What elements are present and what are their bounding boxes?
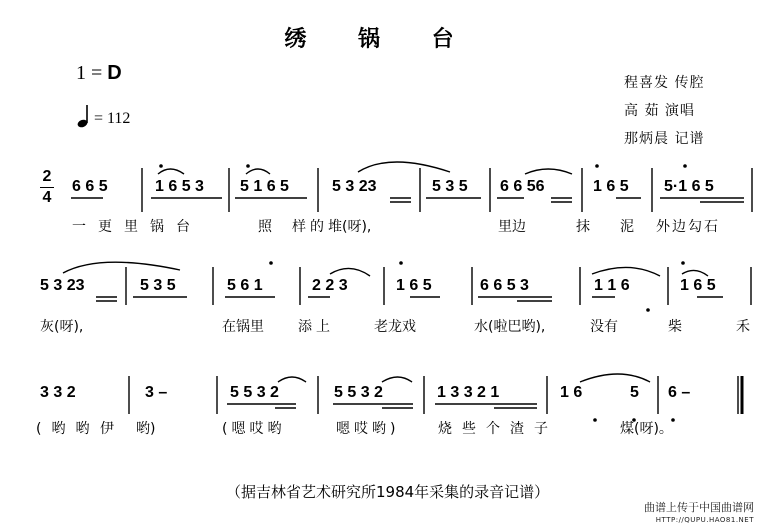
lyric-row2-7: 柴 (668, 319, 682, 335)
time-signature-bottom: 4 (42, 189, 52, 206)
lyric-row2-2: 在锅里 (222, 319, 264, 335)
notes-row3-m5: 1 3 3 2 1 (437, 384, 500, 401)
lyric-row2-5: 水(啦巴哟), (474, 319, 546, 335)
notes-row2-m1: 5 3 23 (40, 277, 85, 294)
lyric-row2-6: 没有 (590, 319, 618, 335)
notes-row1-m7: 1 6 5 (593, 178, 629, 195)
notes-row3-m3: 5 5 3 2 (230, 384, 279, 401)
watermark-line2: HTTP://QUPU.HAO81.NET (655, 516, 754, 524)
notes-row1-m3: 5 1 6 5 (240, 178, 289, 195)
notes-row2-m3: 5 6 1 (227, 277, 263, 294)
time-signature-top: 2 (42, 168, 52, 185)
lyric-row2-4: 老龙戏 (374, 319, 416, 335)
notes-row3-m6: 1 6 (560, 384, 583, 401)
lyric-row3-6: 烧些个渣子 (438, 421, 558, 437)
notes-row2-m5: 1 6 5 (396, 277, 432, 294)
notes-row1-m4: 5 3 23 (332, 178, 377, 195)
lyric-row3-1: (哟哟 (36, 421, 100, 437)
notes-row1-m6: 6 6 56 (500, 178, 545, 195)
lyric-row3-2: 伊 (100, 421, 114, 437)
notes-row2-m8: 1 6 5 (680, 277, 716, 294)
notes-row3-m8: 6 – (668, 384, 691, 401)
notes-row2-m2: 5 3 5 (140, 277, 176, 294)
key-prefix: 1 = (76, 62, 108, 84)
notes-row2-m6: 6 6 5 3 (480, 277, 529, 294)
notes-row1-m2: 1 6 5 3 (155, 178, 204, 195)
lyric-row1-2: 照 (258, 219, 272, 235)
lyric-row3-5: 嗯哎哟) (336, 421, 400, 437)
lyric-row3-7: 煤(呀)。 (620, 421, 673, 437)
lyric-row3-4: (嗯哎哟 (222, 421, 286, 437)
notes-row3-m7: 5 (630, 384, 639, 401)
notes-row3-m2: 3 – (145, 384, 168, 401)
notes-row1-m8: 5·1 6 5 (664, 178, 714, 195)
lyric-row2-3: 添上 (298, 319, 334, 335)
site-watermark (644, 502, 754, 526)
credit-singer: 高 茹 演唱 (624, 103, 695, 119)
lyric-row1-1: 一更里锅台 (72, 219, 202, 235)
lyric-row1-8: 外边勾石 (656, 219, 720, 235)
watermark-line1: 曲谱上传于中国曲谱网 (644, 501, 754, 514)
key-note: D (107, 62, 122, 84)
notes-row2-m7: 1 1 6 (594, 277, 630, 294)
credit-arranger: 程喜发 传腔 (624, 75, 705, 91)
lyric-row2-1: 灰(呀), (40, 319, 84, 335)
notes-row3-m1: 3 3 2 (40, 384, 76, 401)
tempo-value: = 112 (94, 110, 131, 127)
source-note: （据吉林省艺术研究所1984年采集的录音记谱） (226, 483, 550, 501)
song-title: 绣 锅 台 (284, 27, 476, 52)
notes-row2-m4: 2 2 3 (312, 277, 348, 294)
lyric-row1-5: 里边 (498, 219, 526, 235)
lyric-row2-8: 禾 (736, 319, 750, 335)
lyric-row3-3: 哟) (136, 421, 156, 437)
lyric-row1-4: 堆(呀), (328, 219, 372, 235)
credit-transcriber: 那炳晨 记谱 (624, 131, 705, 147)
lyric-row1-3: 样的 (292, 219, 328, 235)
notes-row1-m1: 6 6 5 (72, 178, 108, 195)
lyric-row1-7: 泥 (620, 219, 634, 235)
lyric-row1-6: 抹 (576, 219, 590, 235)
notes-row3-m4: 5 5 3 2 (334, 384, 383, 401)
notes-row1-m5: 5 3 5 (432, 178, 468, 195)
